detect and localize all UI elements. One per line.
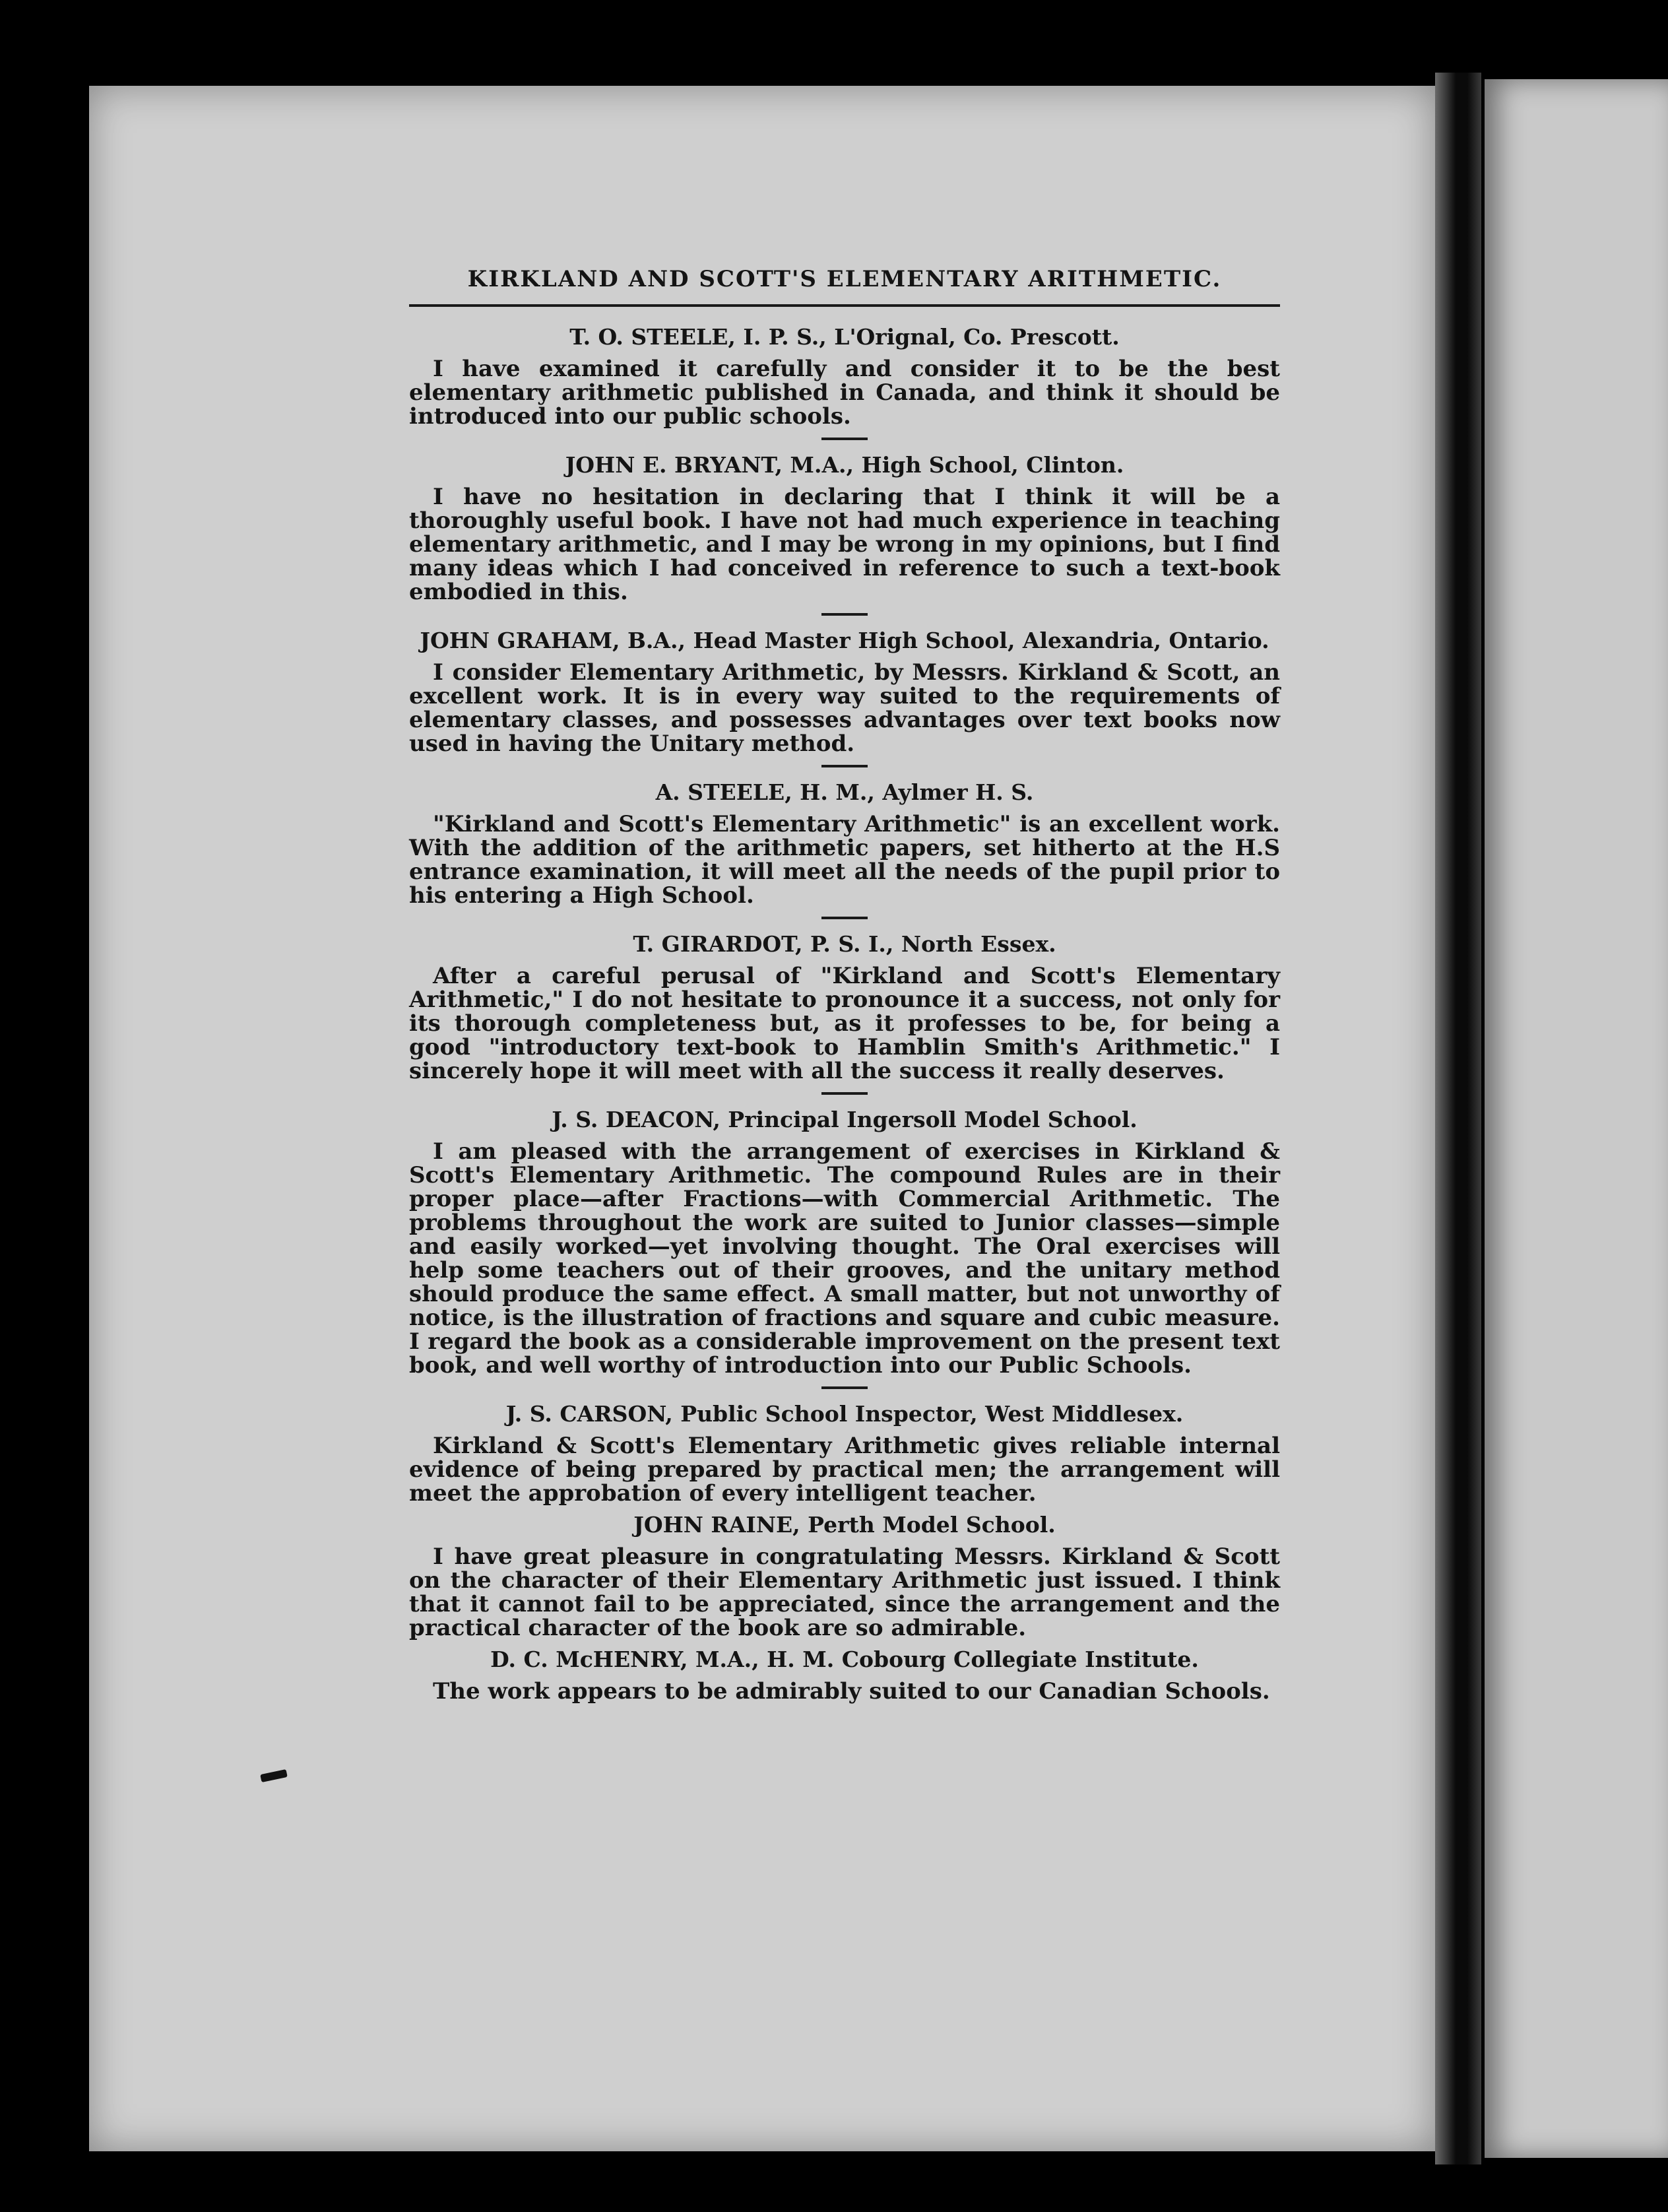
testimonial [409,625,1280,756]
separator-rule [821,438,868,440]
testimonial-author: D. C. McHENRY, M.A., H. M. Cobourg Collegiate Institute. [490,1646,1199,1672]
book-gutter [1435,73,1481,2164]
testimonial-author: T. GIRARDOT, P. S. I., North Essex. [633,931,1056,957]
testimonial-author: JOHN GRAHAM, B.A., Head Master High School, Alexandria, Ontario. [420,628,1269,653]
testimonial-text: I have examined it carefully and consider it to be the best elementary arithmetic published in Canada, and think it should be introduced into our public schools. [409,356,1280,430]
testimonial-author: J. S. CARSON, Public School Inspector, West Middlesex. [505,1401,1184,1427]
testimonial [409,1509,1280,1640]
separator-rule [821,765,868,767]
testimonial [409,321,1280,428]
testimonial [409,1398,1280,1505]
testimonial-author: A. STEELE, H. M., Aylmer H. S. [655,779,1034,805]
testimonial-author: J. S. DEACON, Principal Ingersoll Model School. [552,1107,1138,1132]
testimonial [409,1104,1280,1377]
testimonial [409,777,1280,907]
page-content [409,261,1280,1703]
facing-page-edge [1485,79,1668,2158]
testimonial-text: Kirkland & Scott's Elementary Arithmetic gives reliable internal evidence of being prepared by practical men; the arrangement will meet the approbation of every intelligent teacher. [409,1433,1280,1507]
testimonial-text: The work appears to be admirably suited to our Canadian Schools. [433,1678,1270,1705]
separator-rule [821,1092,868,1095]
testimonial-text: I consider Elementary Arithmetic, by Messrs. Kirkland & Scott, an excellent work. It is in every way suited to the requirements of elementary classes, and possesses advantages over text books now used in having the Unitary method. [409,659,1280,757]
testimonial-text: I have no hesitation in declaring that I think it will be a thoroughly useful book. I have not had much experience in teaching elementary arithmetic, and I may be wrong in my opinions, but I find many ideas which I had conceived in reference to such a text-book embodied in this. [409,484,1280,605]
header-rule [409,304,1280,307]
testimonial-text: I am pleased with the arrangement of exercises in Kirkland & Scott's Elementary Arithmetic. The compound Rules are in their proper place—after Fractions—with Commercial Arithmetic. The problems throughout the work are suited to Junior classes—simple and easily worked—yet involving thought. The Oral exercises will help some teachers out of their grooves, and the unitary method should produce the same effect. A small matter, but not unworthy of notice, is the illustration of fractions and square and cubic measure. I regard the book as a considerable improvement on the present text book, and well worthy of introduction into our Public Schools. [409,1138,1280,1379]
testimonial-author: JOHN E. BRYANT, M.A., High School, Clinton. [565,452,1124,478]
testimonial-text: After a careful perusal of "Kirkland and Scott's Elementary Arithmetic," I do not hesitate to pronounce it a success, not only for its thorough completeness but, as it professes to be, for being a good "introductory text-book to Hamblin Smith's Arithmetic." I sincerely hope it will meet with all the success it really deserves. [409,963,1280,1084]
testimonial [409,928,1280,1083]
testimonial-text: I have great pleasure in congratulating Messrs. Kirkland & Scott on the character of their Elementary Arithmetic just issued. I think that it cannot fail to be appreciated, since the arrangement and the practical character of the book are so admirable. [409,1544,1280,1641]
separator-rule [821,1386,868,1389]
testimonial-text: "Kirkland and Scott's Elementary Arithmetic" is an excellent work. With the addition of the arithmetic papers, set hitherto at the H.S entrance examination, it will meet all the needs of the pupil prior to his entering a High School. [409,811,1280,909]
running-head: KIRKLAND AND SCOTT'S ELEMENTARY ARITHMETIC. [467,266,1222,292]
testimonial-author: T. O. STEELE, I. P. S., L'Orignal, Co. Prescott. [569,324,1120,350]
separator-rule [821,917,868,919]
testimonial [409,449,1280,604]
testimonial [409,1644,1280,1703]
testimonial-author: JOHN RAINE, Perth Model School. [633,1512,1056,1538]
separator-rule [821,613,868,616]
